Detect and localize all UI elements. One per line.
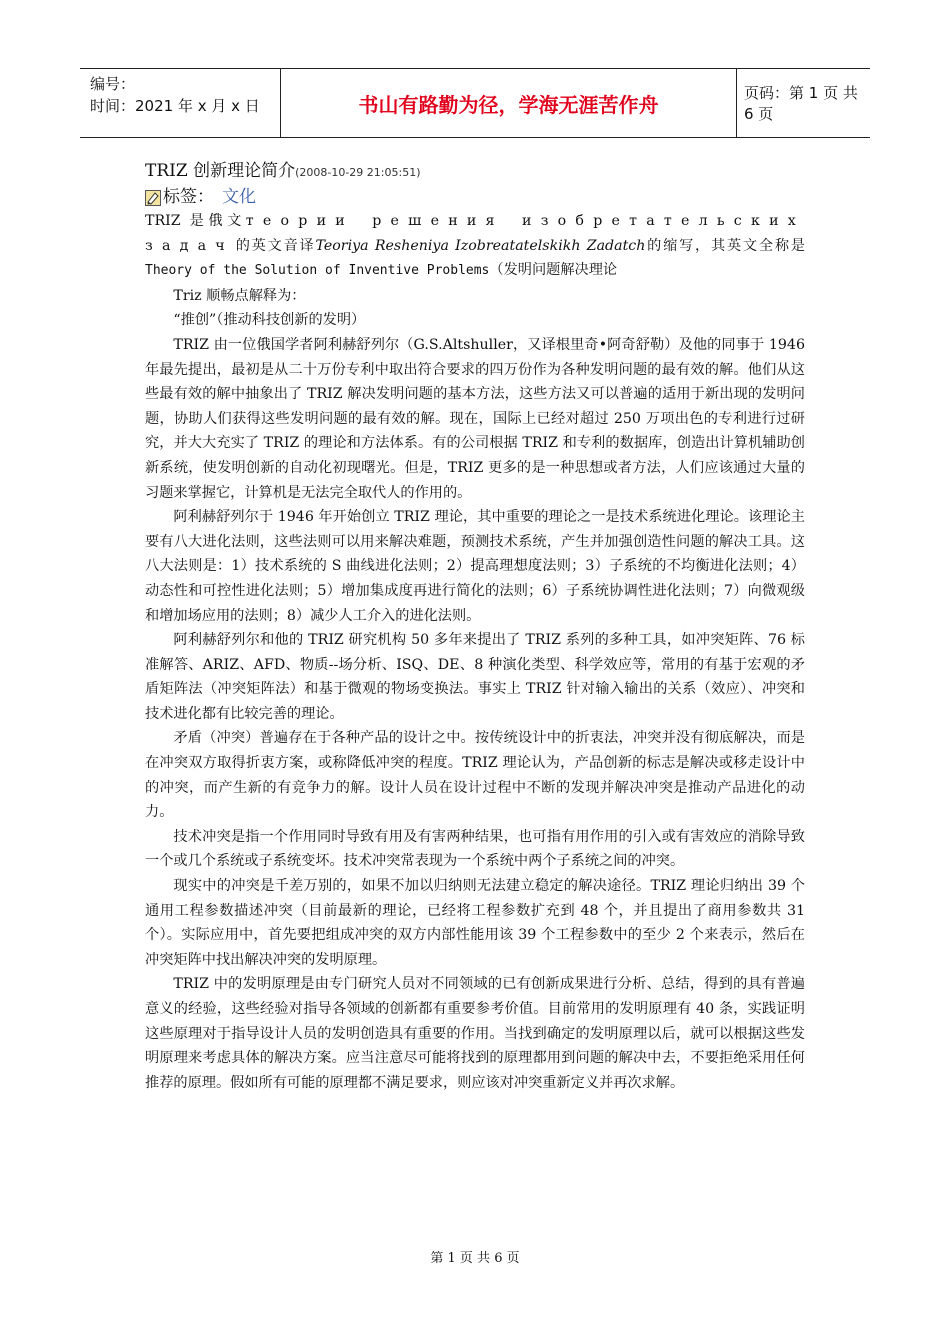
intro-mid: 的英文音译 — [233, 237, 316, 254]
intro-english: Theory of the Solution of Inventive Problems — [145, 263, 490, 279]
article-title: TRIZ 创新理论简介 — [145, 161, 296, 181]
intro-transliteration: Teoriya Resheniya Izobreatatelskikh Zadatch — [315, 237, 646, 254]
tag-line — [145, 185, 805, 209]
triz-explain: Triz 顺畅点解释为： — [173, 287, 306, 304]
body-paragraph: 技术冲突是指一个作用同时导致有用及有害两种结果，也可指有用作用的引入或有害效应的消除导致一个或几个系统或子系统变坏。技术冲突常表现为一个系统中两个子系统之间的冲突。 — [145, 828, 805, 870]
intro-end: （发明问题解决理论 — [489, 262, 618, 279]
intro-suffix: 的缩写，其英文全称是 — [645, 237, 805, 254]
body-paragraph: TRIZ 由一位俄国学者阿利赫舒列尔（G.S.Altshuller，又译根里奇•阿奇舒勒）及他的同事于 1946 年最先提出，最初是从二十万份专利中取出符合要求的四万份作为各种发明问题的最有效的解。他们从这些最有效的解中抽象出了 TRIZ 解决发明问题的基本方法，这些方法又可以普遍的适用于新出现的发明问题，协助人们获得这些发明问题的最有效的解。现在，国际上已经对超过 250 万项出色的专利进行过研究，并大大充实了 TRIZ 的理论和方法体系。有的公司根据 TRIZ 和专利的数据库，创造出计算机辅助创新系统，使发明创新的自动化初现曙光。但是，TRIZ 更多的是一种思想或者方法，人们应该通过大量的习题来掌握它，计算机是无法完全取代人的作用的。 — [145, 336, 805, 501]
body-paragraph: 现实中的冲突是千差万别的，如果不加以归纳则无法建立稳定的解决途径。TRIZ 理论归纳出 39 个通用工程参数描述冲突（目前最新的理论，已经将工程参数扩充到 48 个，并且提出了商用参数共 31 个）。实际应用中，首先要把组成冲突的双方内部性能用该 39 个工程参数中的至少 2 个来表示，然后在冲突矩阵中找出解决冲突的发明原理。 — [145, 878, 805, 968]
intro-russian-2: задач — [145, 237, 234, 254]
header-page-info: 页码：第 1 页 共 6 页 — [744, 84, 858, 123]
tag-link[interactable]: 文化 — [222, 187, 256, 207]
body-paragraph: TRIZ 中的发明原理是由专门研究人员对不同领域的已有创新成果进行分析、总结，得到的具有普遍意义的经验，这些经验对指导各领域的创新都有重要参考价值。目前常用的发明原理有 40 条，实践证明这些原理对于指导设计人员的发明创造具有重要的作用。当找到确定的发明原理以后，就可以根据这些发明原理来考虑具体的解决方案。应当注意尽可能将找到的原理都用到问题的解决中去，不要拒绝采用任何推荐的原理。假如所有可能的原理都不满足要求，则应该对冲突重新定义并再次求解。 — [145, 976, 805, 1091]
page-footer: 第 1 页 共 6 页 — [430, 1251, 520, 1266]
header-motto: 书山有路勤为径，学海无涯苦作舟 — [280, 69, 737, 137]
page-header — [80, 68, 870, 138]
header-meta — [90, 73, 280, 117]
intro-prefix: TRIZ 是俄文 — [145, 213, 246, 229]
article-body — [145, 160, 805, 1095]
article-timestamp: (2008-10-29 21:05:51) — [295, 166, 421, 179]
tag-label: 标签： — [163, 187, 214, 207]
triz-meaning: “推创”（推动科技创新的发明） — [173, 312, 366, 329]
article-title-line — [145, 160, 805, 184]
body-paragraph: 阿利赫舒列尔于 1946 年开始创立 TRIZ 理论，其中重要的理论之一是技术系统进化理论。该理论主要有八大进化法则，这些法则可以用来解决难题，预测技术系统，产生并加强创造性问题的解决工具。这八大法则是：1）技术系统的 S 曲线进化法则；2）提高理想度法则；3）子系统的不均衡进化法则；4）动态性和可控性进化法则；5）增加集成度再进行简化的法则；6）子系统协调性进化法则；7）向微观级和增加场应用的法则；8）减少人工介入的进化法则。 — [145, 509, 805, 624]
body-paragraph: 阿利赫舒列尔和他的 TRIZ 研究机构 50 多年来提出了 TRIZ 系列的多种工具，如冲突矩阵、76 标准解答、ARIZ、AFD、物质--场分析、ISQ、DE、8 种演化类型、科学效应等，常用的有基于宏观的矛盾矩阵法（冲突矩阵法）和基于微观的物场变换法。事实上 TRIZ 针对输入输出的关系（效应）、冲突和技术进化都有比较完善的理论。 — [145, 632, 805, 722]
body-paragraph: 矛盾（冲突）普遍存在于各种产品的设计之中。按传统设计中的折衷法，冲突并没有彻底解决，而是在冲突双方取得折衷方案，或称降低冲突的程度。TRIZ 理论认为，产品创新的标志是解决或移走设计中的冲突，而产生新的有竞争力的解。设计人员在设计过程中不断的发现并解决冲突是推动产品进化的动力。 — [145, 730, 805, 821]
intro-paragraph — [145, 209, 805, 284]
tag-icon — [145, 189, 161, 205]
document-time: 时间：2021 年 x 月 x 日 — [90, 97, 260, 115]
intro-russian-1: теории решения изобретательских — [245, 213, 805, 229]
document-number: 编号： — [90, 75, 136, 93]
